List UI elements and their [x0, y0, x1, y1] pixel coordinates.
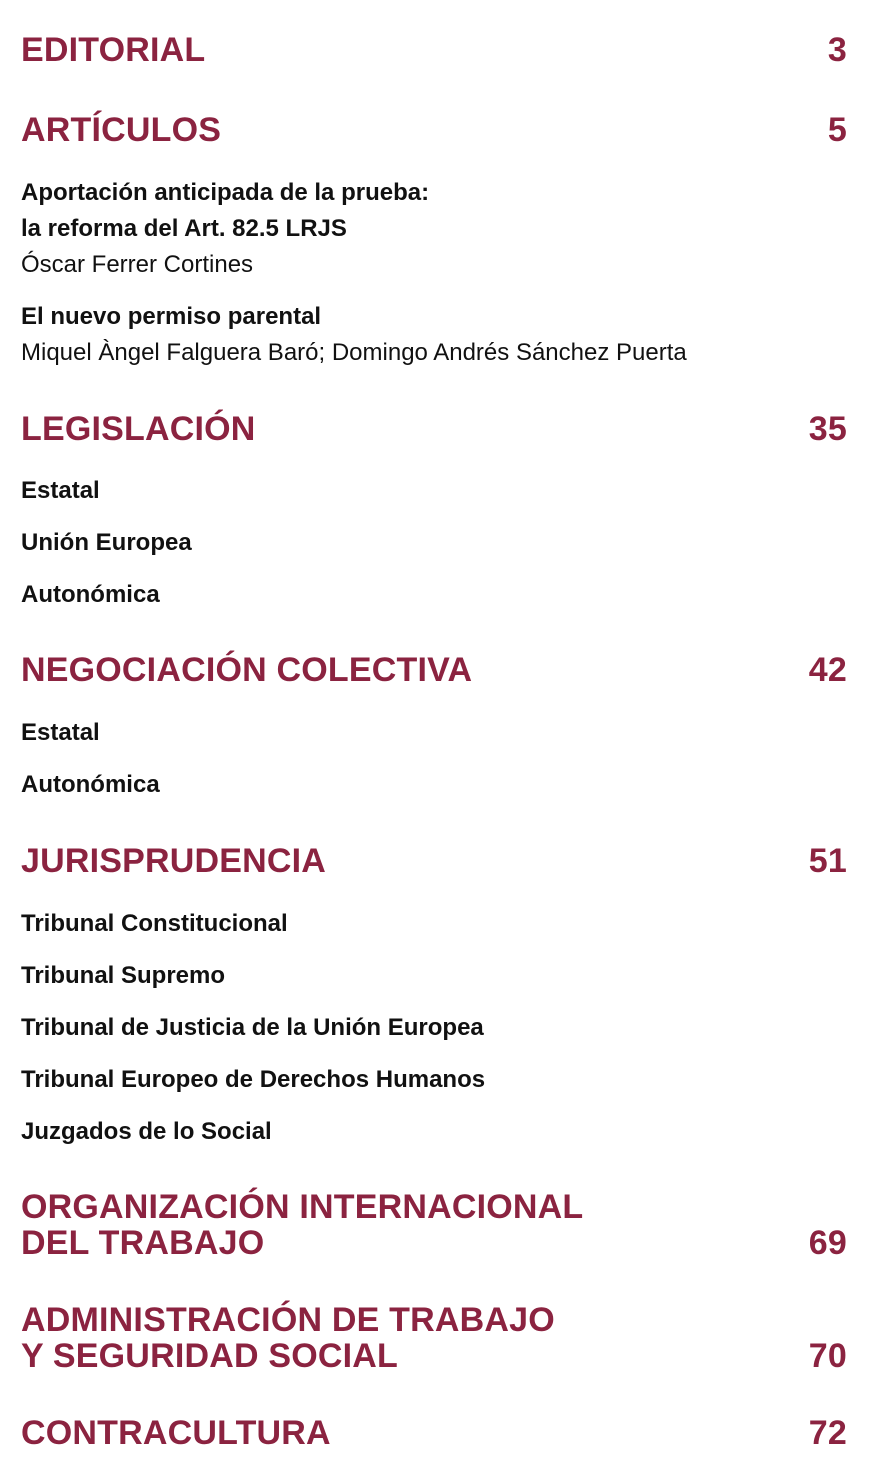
page-number: 69 [808, 1224, 847, 1262]
page-number: 51 [808, 842, 847, 880]
subsection-item[interactable]: Tribunal de Justicia de la Unión Europea [21, 1014, 484, 1041]
section-title: LEGISLACIÓN [21, 410, 256, 448]
article-title[interactable]: Aportación anticipada de la prueba: [21, 179, 430, 206]
toc-section-legislacion[interactable] [21, 411, 847, 447]
subsection-item[interactable]: Unión Europea [21, 529, 192, 556]
toc-section-jurisprudencia[interactable] [21, 843, 847, 879]
subsection-item[interactable]: Tribunal Supremo [21, 962, 226, 989]
section-title-line: Y SEGURIDAD SOCIAL [21, 1337, 399, 1375]
subsection-item[interactable]: Tribunal Europeo de Derechos Humanos [21, 1066, 486, 1093]
subsection-item[interactable]: Estatal [21, 719, 100, 746]
article-author: Óscar Ferrer Cortines [21, 251, 254, 278]
page-number: 72 [808, 1414, 847, 1452]
subsection-item[interactable]: Autonómica [21, 581, 160, 608]
section-title-line: DEL TRABAJO [21, 1224, 265, 1262]
toc-section-administracion[interactable] [21, 1302, 847, 1374]
toc-section-editorial[interactable] [21, 32, 847, 68]
article-title[interactable]: la reforma del Art. 82.5 LRJS [21, 215, 347, 242]
page-number: 70 [808, 1337, 847, 1375]
subsection-item[interactable]: Estatal [21, 477, 100, 504]
toc-section-articulos[interactable] [21, 112, 847, 148]
section-title: JURISPRUDENCIA [21, 842, 327, 880]
section-title: ARTÍCULOS [21, 111, 222, 149]
section-title-line: ADMINISTRACIÓN DE TRABAJO [21, 1301, 555, 1339]
page-number: 3 [827, 31, 847, 69]
page-number: 35 [808, 410, 847, 448]
article-title[interactable]: El nuevo permiso parental [21, 303, 322, 330]
subsection-item[interactable]: Tribunal Constitucional [21, 910, 288, 937]
page-number: 5 [827, 111, 847, 149]
article-author: Miquel Àngel Falguera Baró; Domingo Andrés Sánchez Puerta [21, 339, 687, 366]
toc-section-oit[interactable] [21, 1189, 847, 1261]
toc-section-negociacion[interactable] [21, 652, 847, 688]
section-title: EDITORIAL [21, 31, 206, 69]
toc-section-contracultura[interactable] [21, 1415, 847, 1451]
page-number: 42 [808, 651, 847, 689]
section-title: NEGOCIACIÓN COLECTIVA [21, 651, 473, 689]
subsection-item[interactable]: Autonómica [21, 771, 160, 798]
section-title: CONTRACULTURA [21, 1414, 331, 1452]
section-title-line: ORGANIZACIÓN INTERNACIONAL [21, 1188, 584, 1226]
subsection-item[interactable]: Juzgados de lo Social [21, 1118, 272, 1145]
